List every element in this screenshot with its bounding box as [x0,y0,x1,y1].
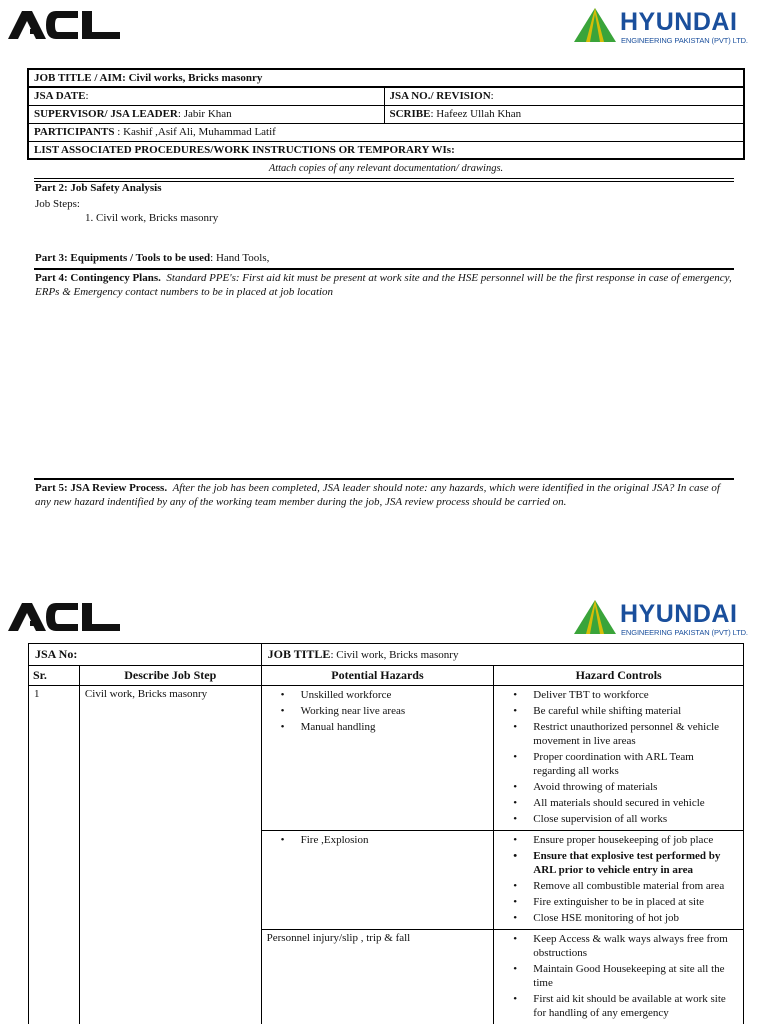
col-header-sr: Sr. [29,666,80,686]
hazards-cell [261,686,494,831]
scribe-label: SCRIBE [389,108,431,120]
control-item: • Ensure that explosive test performed by ARL prior to vehicle entry in area [499,849,738,877]
part2-section [35,181,735,225]
col-header-step: Describe Job Step [79,666,261,686]
hazard-item: • Fire ,Explosion [267,833,489,847]
divider [34,478,734,480]
acl-logo [8,8,123,45]
jsa-no-cell: JSA NO./ REVISION: [384,87,744,105]
hyundai-subtitle: ENGINEERING PAKISTAN (PVT) LTD. [621,628,748,637]
job-step-cell: Civil work, Bricks masonry [79,686,261,1024]
hazard-item: • Manual handling [267,720,489,734]
job-title-value: Civil work, Bricks masonry [336,649,459,661]
job-step-1: 1. Civil work, Bricks masonry [85,212,219,224]
jsa-no-cell [29,644,262,666]
job-title-label: JOB TITLE [267,647,331,661]
participants-label: PARTICIPANTS [34,126,115,138]
procedures-label: LIST ASSOCIATED PROCEDURES/WORK INSTRUCTIONS OR TEMPORARY WIs: [34,143,455,156]
acl-logo [8,600,123,637]
supervisor-label: SUPERVISOR/ JSA LEADER [34,108,178,120]
jsa-date-label: JSA DATE [34,90,86,103]
supervisor-value: Jabir Khan [183,108,232,120]
control-item: • Maintain Good Housekeeping at site all the time [499,962,738,990]
attach-note: Attach copies of any relevant documentation/ drawings. [268,163,504,174]
part3-value: Hand Tools, [215,252,270,264]
control-item: • Keep Access & walk ways always free from obstructions [499,932,738,960]
control-item: • Avoid throwing of materials [499,780,738,794]
scribe-cell: SCRIBE: Hafeez Ullah Khan [384,105,744,123]
part5-text: After the job has been completed, JSA leader should note: any hazards, which were identified in the original JSA? In case of any new hazard indentified by any of the working team member during the job, JSA review process should be carried on. [35,482,720,508]
control-item: • Close supervision of all works [499,812,738,826]
sr-cell: 1 [29,686,80,1024]
part3-section: Part 3: Equipments / Tools to be used: Hand Tools, [35,252,270,264]
job-title-cell: JOB TITLE / AIM: Civil works, Bricks masonry [28,69,744,87]
hyundai-triangle-icon [574,8,616,42]
controls-cell [494,831,744,930]
hyundai-triangle-icon [574,600,616,634]
part4-section [35,271,735,299]
hazards-cell [261,930,494,1024]
control-item: • Fire extinguisher to be in placed at site [499,895,738,909]
hazard-table [28,643,744,1024]
hazard-body [29,686,744,1024]
control-item: • Ensure proper housekeeping of job place [499,833,738,847]
job-steps-label: Job Steps: [35,198,80,210]
hyundai-wordmark: HYUNDAI [620,600,738,628]
hazards-cell [261,831,494,930]
part5-section [35,481,735,509]
control-item: • Proper coordination with ARL Team regarding all works [499,750,738,778]
part4-title: Part 4: Contingency Plans. [35,272,161,284]
scribe-value: Hafeez Ullah Khan [436,108,522,120]
job-title-value: Civil works, Bricks masonry [128,72,263,84]
participants-cell: PARTICIPANTS : Kashif ,Asif Ali, Muhammad Latif [28,123,744,141]
part2-title: Part 2: Job Safety Analysis [35,182,162,194]
control-item: • Deliver TBT to workforce [499,688,738,702]
control-item: • All materials should secured in vehicle [499,796,738,810]
part3-title: Part 3: Equipments / Tools to be used [35,252,211,264]
hazard-text: Personnel injury/slip , trip & fall [266,932,411,944]
jsa-no-label: JSA No: [35,647,78,661]
part4-text: Standard PPE's: First aid kit must be present at work site and the HSE personnel will be the first response in case of emergency, ERPs & Emergency contact numbers to be in placed at job location [35,272,732,298]
supervisor-cell: SUPERVISOR/ JSA LEADER: Jabir Khan [28,105,384,123]
col-header-hazards: Potential Hazards [261,666,494,686]
control-item: • Close HSE monitoring of hot job [499,911,738,925]
acl-logo-icon [8,600,123,634]
job-title-cell: JOB TITLE: Civil work, Bricks masonry [261,644,743,666]
job-title-label: JOB TITLE / AIM [34,72,123,84]
hyundai-wordmark: HYUNDAI [620,8,738,36]
jsa-info-table [27,68,745,160]
page1-header [0,6,768,56]
part5-title: Part 5: JSA Review Process. [35,482,168,494]
hazard-item: • Working near live areas [267,704,489,718]
divider [34,178,734,179]
acl-logo-icon [8,8,123,42]
control-item: • Remove all combustible material from area [499,879,738,893]
control-item: • Be careful while shifting material [499,704,738,718]
controls-cell [494,930,744,1024]
hyundai-subtitle: ENGINEERING PAKISTAN (PVT) LTD. [621,36,748,45]
control-item: • Restrict unauthorized personnel & vehicle movement in live areas [499,720,738,748]
hazard-item: • Unskilled workforce [267,688,489,702]
table-row [29,686,744,831]
divider [34,268,734,270]
controls-cell [494,686,744,831]
jsa-no-label: JSA NO./ REVISION [389,90,491,103]
col-header-controls: Hazard Controls [494,666,744,686]
control-item: • First aid kit should be available at work site for handling of any emergency [499,992,738,1020]
jsa-date-cell: JSA DATE: [28,87,384,105]
page2-header [0,598,768,648]
procedures-cell [28,141,744,159]
participants-value: Kashif ,Asif Ali, Muhammad Latif [123,126,276,138]
